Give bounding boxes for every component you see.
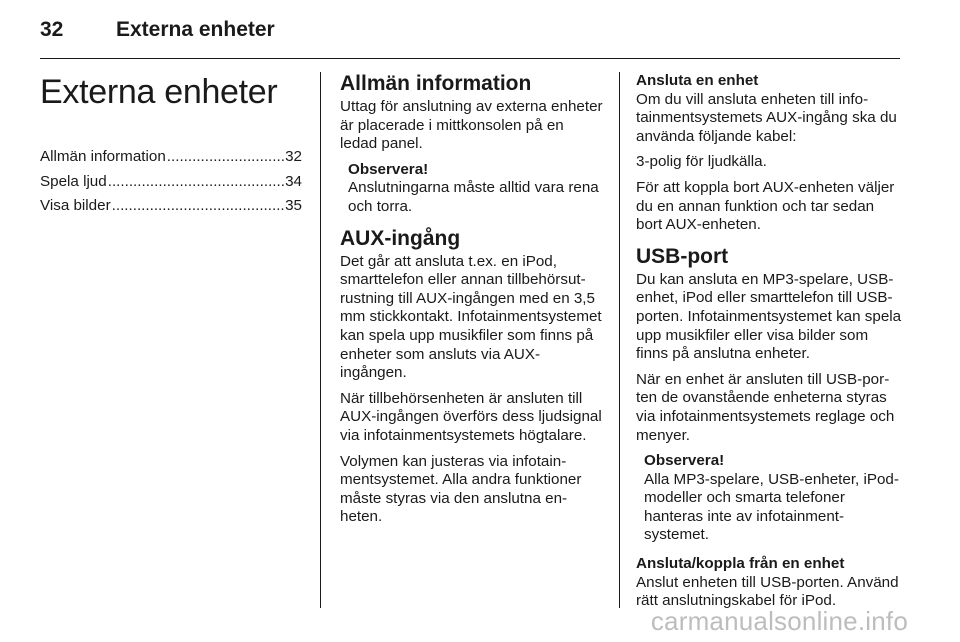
toc-page: 34 [285,172,302,190]
toc-label: Visa bilder [40,197,111,215]
section-heading: USB-port [636,244,729,268]
note-box [644,452,902,545]
watermark: carmanualsonline.info [650,606,908,636]
section-aux [340,227,604,527]
paragraph: Uttag för anslutning av externa enheter är placerade i mittkonsolen på en ledad panel. [340,98,603,153]
section-heading: Allmän information [340,72,532,95]
page-number: 32 [40,18,64,41]
toc-leader [108,173,284,192]
paragraph: Om du vill ansluta enheten till infotainmentsystemets AUX-ingång ska du använda följande kabel: [636,90,897,145]
toc-entry[interactable] [40,173,302,192]
toc-entry[interactable] [40,148,302,167]
paragraph: Volymen kan justeras via infotainmentsystemet. Alla andra funktioner måste styras via den anslutna enheten. [340,452,582,526]
note-text: Anslutningarna måste alltid vara rena och torra. [348,179,599,215]
column-divider [619,72,620,608]
section-connect-usb [636,555,902,611]
chapter-title: Externa enheter [40,73,278,111]
note-title: Observera! [644,452,725,470]
toc-page: 35 [285,197,302,215]
note-title: Observera! [348,160,429,178]
section-usb [636,245,902,545]
subsection-heading: Ansluta en enhet [636,72,759,89]
section-connect [636,72,902,235]
toc-label: Allmän information [40,148,166,165]
paragraph: Det går att ansluta t.ex. en iPod, smarttelefon eller annan tillbehörsutrustning till AUX-ingången med en 3,5 mm stickkontakt. Infotainmentsystemet kan spela upp musikfiler som finns på enheter som ansluts via AUX-ingången. [340,252,602,382]
paragraph: För att koppla bort AUX-enheten väljer du en annan funktion och tar sedan bort AUX-enheten. [636,178,895,234]
toc-label: Spela ljud [40,172,107,190]
running-title: Externa enheter [116,18,275,41]
content-column-3 [636,72,902,618]
paragraph: Du kan ansluta en MP3-spelare, USB-enhet, iPod eller smarttelefon till USB-porten. Infotainmentsystemet kan spela upp musikfiler eller visa bilder som finns på anslutna enheter. [636,270,902,363]
paragraph: När tillbehörsenheten är ansluten till AUX-ingången överförs dess ljudsignal via infotainmentsystemets högtalare. [340,389,602,444]
paragraph: 3-polig för ljudkälla. [636,153,767,171]
paragraph: När en enhet är ansluten till USB-porten de ovanstående enheterna styras via infotainmentsystemets reglage och menyer. [636,370,895,444]
paragraph: Anslut enheten till USB-porten. Använd rätt anslutningskabel för iPod. [636,573,899,610]
section-general [340,72,604,217]
section-heading: AUX-ingång [340,226,461,250]
toc-column [40,72,302,222]
note-box [348,161,604,217]
toc-page: 32 [285,148,302,165]
column-divider [320,72,321,608]
note-text: Alla MP3-spelare, USB-enheter, iPod-modeller och smarta telefoner hanteras inte av infotainmentsystemet. [644,470,899,544]
toc-leader [112,197,284,216]
header-rule [40,58,900,59]
subsection-heading: Ansluta/koppla från en enhet [636,555,845,573]
toc-leader [167,148,284,167]
toc-entry[interactable] [40,197,302,216]
page-header [40,18,900,60]
content-column-2 [340,72,604,537]
